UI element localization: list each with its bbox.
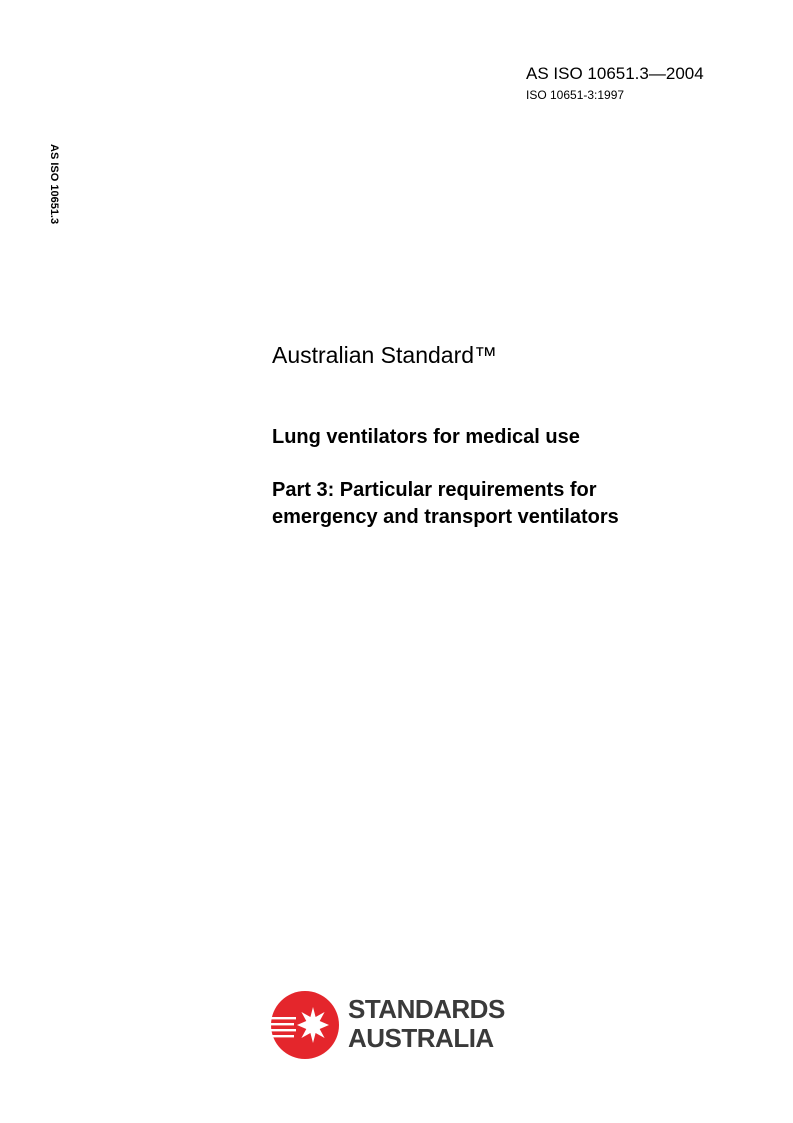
subtitle-line-2: emergency and transport ventilators bbox=[272, 506, 619, 528]
standard-type: Australian Standard™ bbox=[272, 342, 498, 368]
logo-wordmark bbox=[348, 995, 505, 1053]
spine-label: AS ISO 10651.3 bbox=[48, 144, 60, 225]
document-subtitle bbox=[272, 477, 619, 531]
subtitle-line-1: Part 3: Particular requirements for bbox=[272, 479, 597, 501]
document-title: Lung ventilators for medical use bbox=[272, 426, 580, 448]
logo-line-1: STANDARDS bbox=[348, 994, 505, 1024]
logo-line-2: AUSTRALIA bbox=[348, 1023, 494, 1053]
iso-reference: ISO 10651-3:1997 bbox=[526, 88, 625, 102]
standards-australia-logo bbox=[270, 990, 510, 1060]
star-icon bbox=[270, 990, 340, 1060]
standard-designation: AS ISO 10651.3—2004 bbox=[526, 64, 704, 83]
